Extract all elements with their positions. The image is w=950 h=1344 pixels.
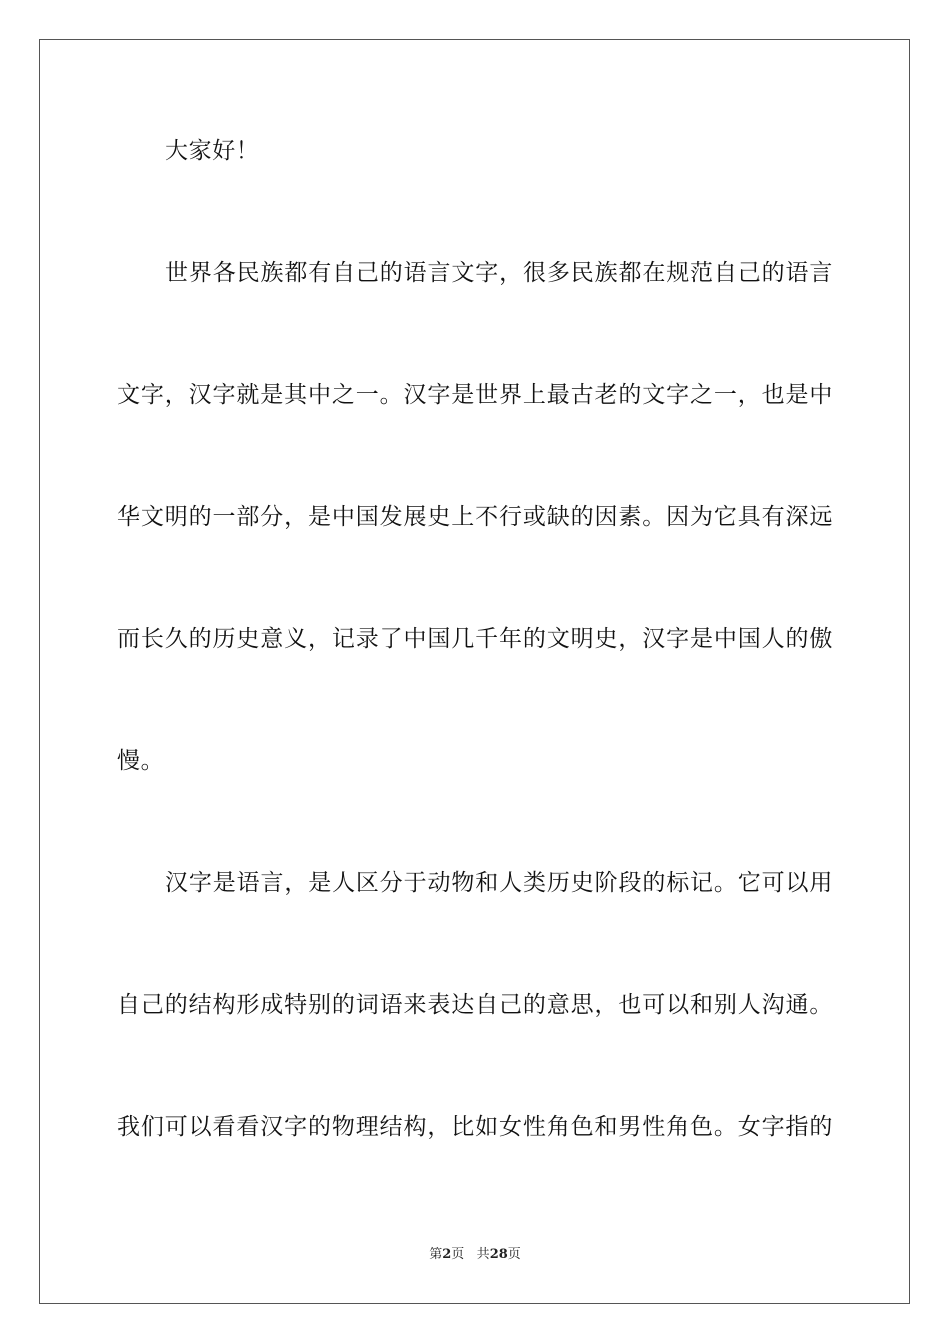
footer-page-number: 2: [442, 1247, 452, 1262]
paragraph-1-line-2: 文字，汉字就是其中之一。汉字是世界上最古老的文字之一，也是中: [117, 382, 833, 408]
footer-total-pages: 28: [489, 1247, 508, 1262]
footer-total-prefix: 共: [476, 1247, 490, 1262]
paragraph-2-line-2: 自己的结构形成特别的词语来表达自己的意思，也可以和别人沟通。: [117, 992, 833, 1018]
paragraph-1-line-1: 世界各民族都有自己的语言文字，很多民族都在规范自己的语言: [165, 260, 833, 286]
paragraph-1-line-5: 慢。: [117, 748, 165, 774]
footer-page-prefix: 第: [429, 1247, 443, 1262]
footer-total-suffix: 页: [507, 1247, 521, 1262]
page-footer: [0, 1246, 950, 1264]
paragraph-1-line-3: 华文明的一部分，是中国发展史上不行或缺的因素。因为它具有深远: [117, 504, 833, 530]
paragraph-2-line-3: 我们可以看看汉字的物理结构，比如女性角色和男性角色。女字指的: [117, 1114, 833, 1140]
footer-page-suffix: 页: [451, 1247, 465, 1262]
paragraph-2-line-1: 汉字是语言，是人区分于动物和人类历史阶段的标记。它可以用: [165, 870, 833, 896]
paragraph-1-line-4: 而长久的历史意义，记录了中国几千年的文明史，汉字是中国人的傲: [117, 626, 833, 652]
greeting-line: 大家好！: [165, 138, 260, 164]
